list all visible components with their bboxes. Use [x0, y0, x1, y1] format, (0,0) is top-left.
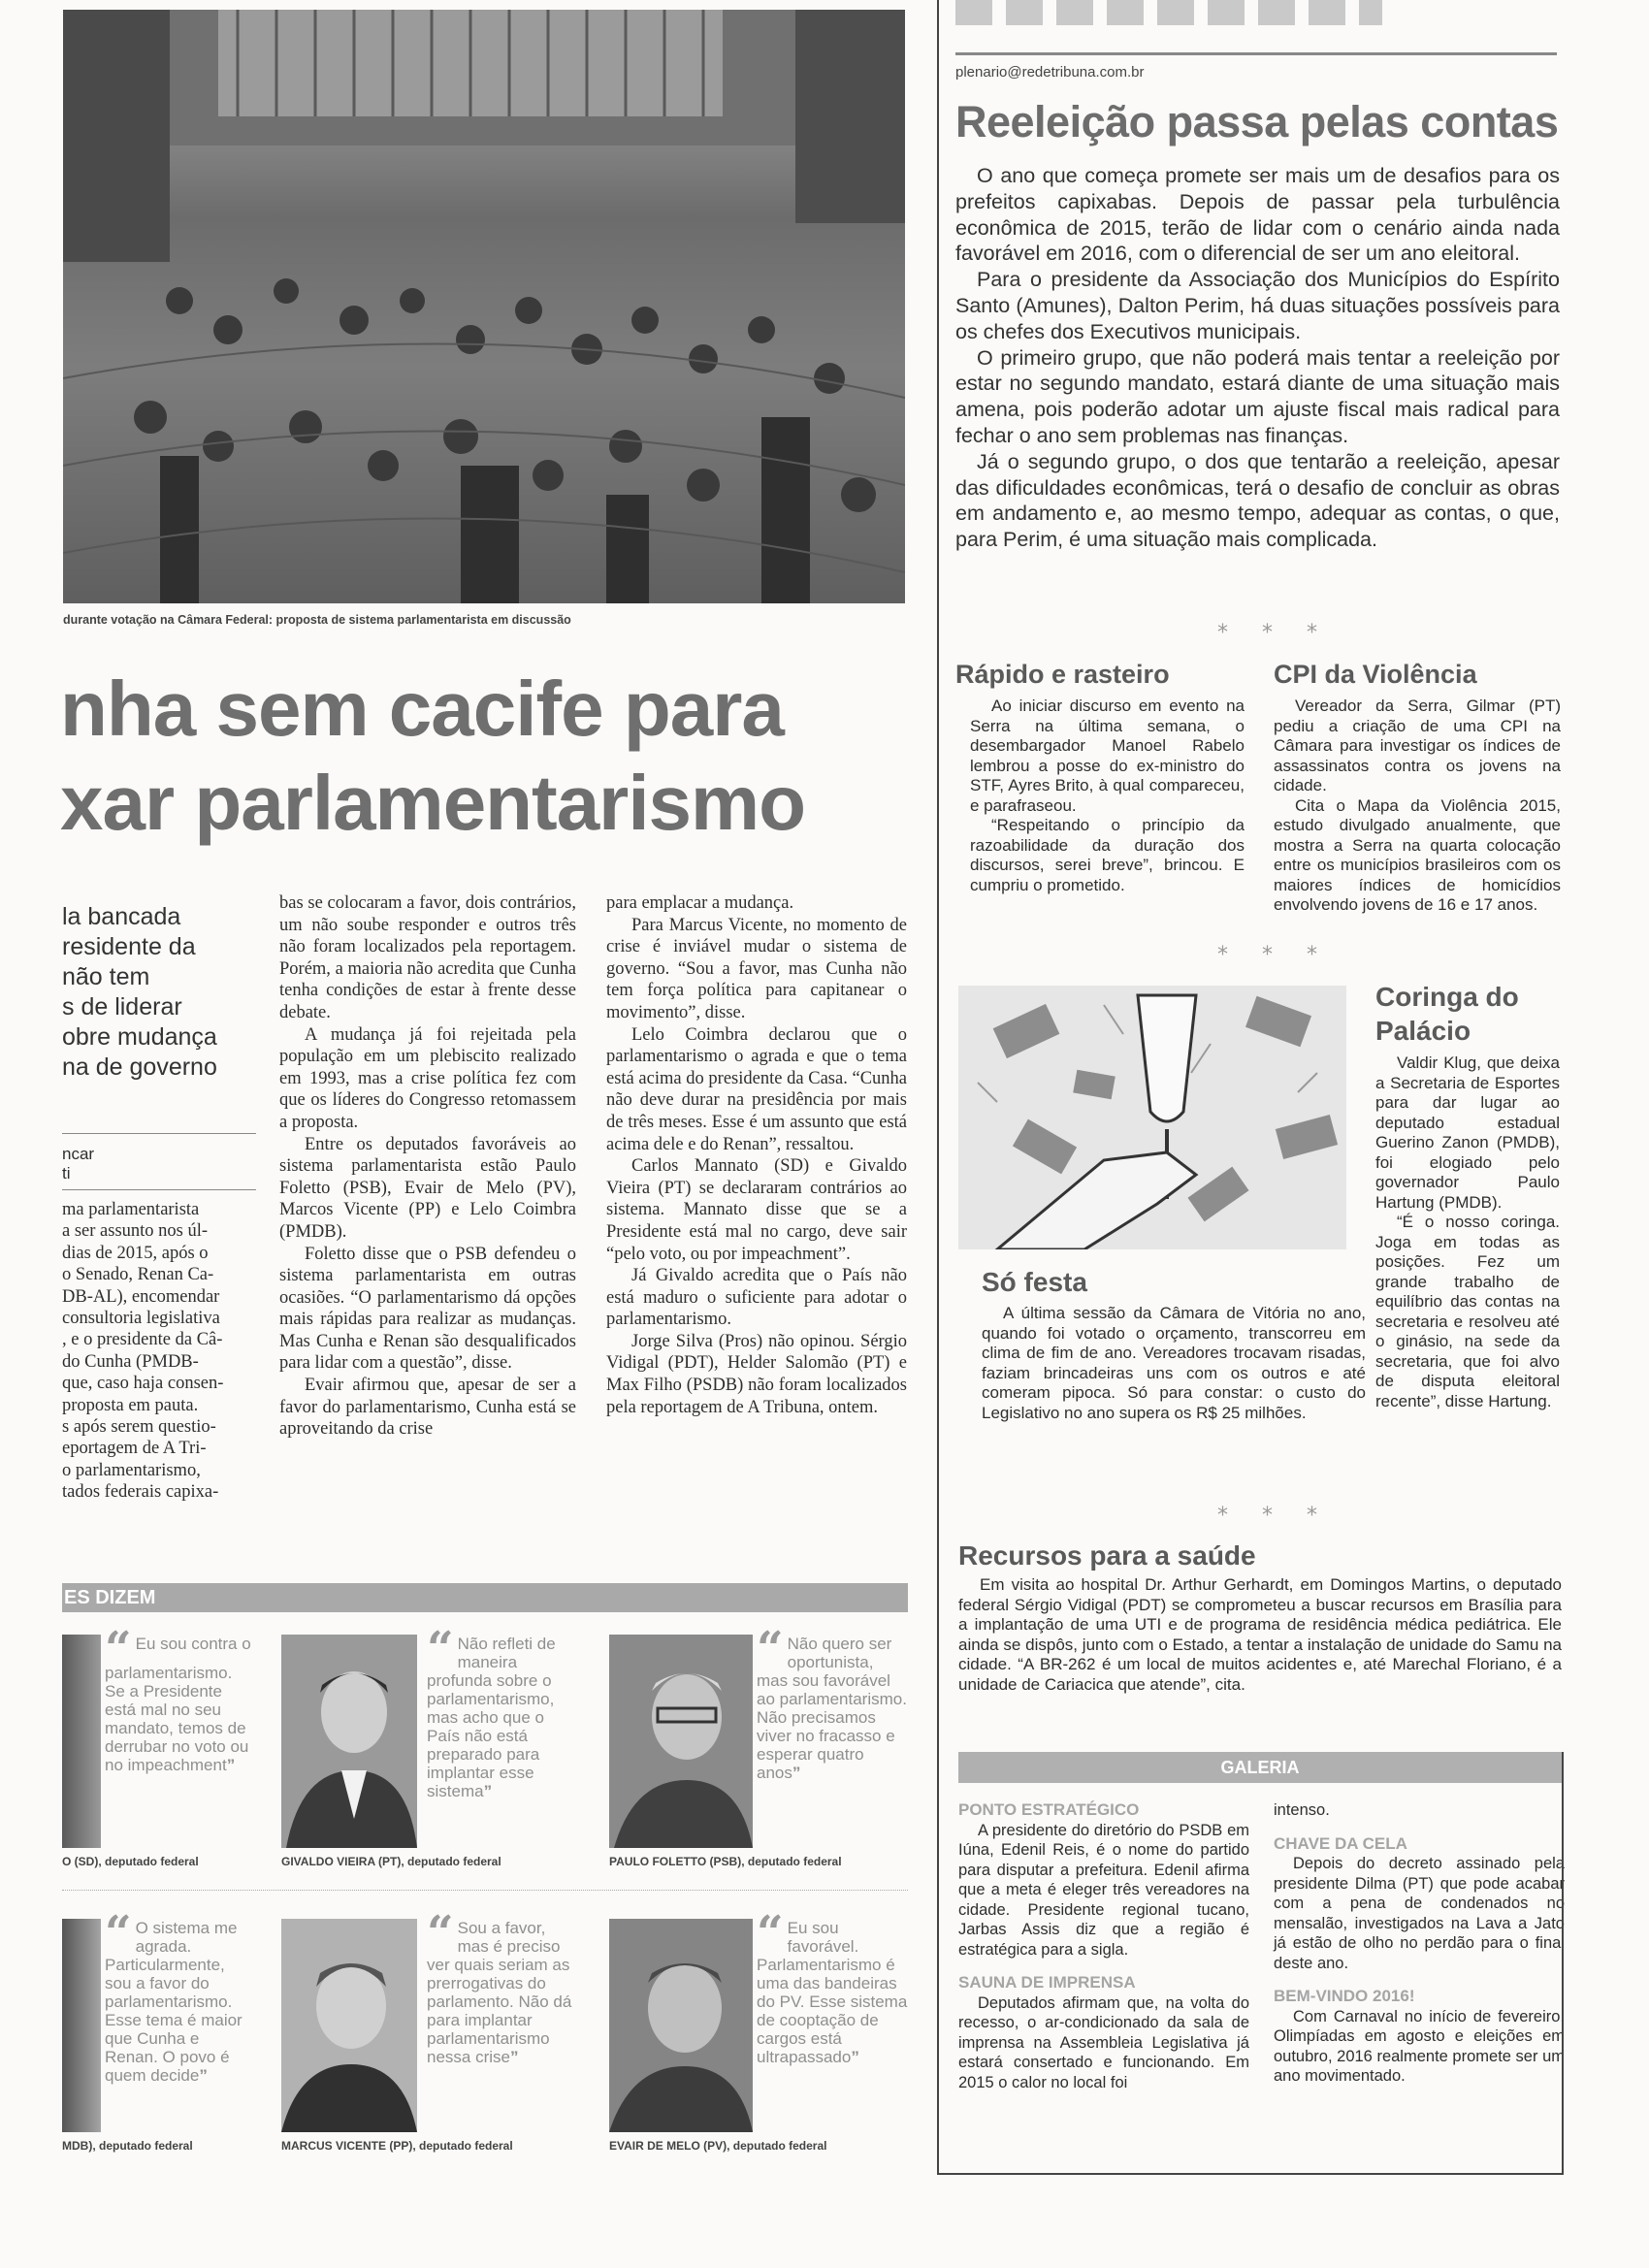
note-festa — [982, 1304, 1366, 1423]
quote-text — [105, 1906, 252, 2085]
quote-caption: MDB), deputado federal — [62, 2139, 193, 2153]
quote-close-icon: ” — [483, 1782, 493, 1800]
paragraph: A última sessão da Câmara de Vitória no ano, quando foi votado o orçamento, transcorreu em clima de fim de ano. Vereadores trocavam risadas, faziam brincadeiras uns com os outros e até comeram pipoca. Só para constar: o custo do Legislativo no ano supera os R$ 25 milhões. — [982, 1304, 1366, 1422]
paragraph: Foletto disse que o PSB defendeu o sistema parlamentarista em outras ocasiões. “O parlamentarismo dá opções mais rápidas para realizar as mudanças. Mas Cunha e Renan são desqualificados para lidar com a questão”, disse. — [279, 1244, 576, 1374]
paragraph: Cita o Mapa da Violência 2015, estudo divulgado anualmente, que mostra a Serra na quarta colocação entre os municípios brasileiros com os maiores índices de homicídios envolvendo jovens de 16 e 17 anos. — [1274, 795, 1561, 914]
note-title-line: Coringa do — [1375, 982, 1519, 1012]
quote-body: Eu sou contra o parlamentarismo. Se a Presidente está mal no seu mandato, temos de derrubar no voto ou no impeachment — [105, 1635, 251, 1774]
paragraph: Valdir Klug, que deixa a Secretaria de Esportes para dar lugar ao deputado estadual Guerino Zanon (PMDB), foi elogiado pelo governador Paulo Hartung (PMDB). — [1375, 1053, 1560, 1212]
article-col-1 — [62, 1199, 256, 1504]
col1-line: do Cunha (PMDB- — [62, 1351, 199, 1372]
col1-line: eportagem de A Tri- — [62, 1439, 207, 1459]
col1-line: tados federais capixa- — [62, 1482, 219, 1503]
note-title-line: Palácio — [1375, 1016, 1471, 1046]
galeria-item-title: BEM-VINDO 2016! — [1274, 1987, 1415, 2005]
quote-caption: GIVALDO VIEIRA (PT), deputado federal — [281, 1855, 501, 1868]
col1-line: que, caso haja consen- — [62, 1374, 224, 1394]
galeria-item-title: PONTO ESTRATÉGICO — [958, 1800, 1140, 1819]
portrait-photo — [62, 1635, 101, 1848]
divider — [62, 1189, 256, 1190]
note-title: Recursos para a saúde — [958, 1540, 1256, 1571]
galeria-item-text: Depois do decreto assinado pela presidente Dilma (PT) que pode acabar com a pena de condenados no mensalão, investigados na Lava a Jato já estão de olho no perdão para o final deste ano. — [1274, 1855, 1565, 1972]
quote-close-icon: ” — [509, 2048, 519, 2066]
bottom-rule — [937, 2173, 1564, 2175]
galeria-item-text: Com Carnaval no início de fevereiro, Olimpíadas em agosto e eleições em outubro, 2016 realmente promete ser um ano movimentado. — [1274, 2007, 1565, 2085]
portrait-photo — [609, 1919, 753, 2132]
portrait-photo — [609, 1635, 753, 1848]
col1-line: , e o presidente da Câ- — [62, 1330, 223, 1350]
quote-mark-icon: “ — [757, 1906, 784, 1960]
masthead-rule — [955, 52, 1557, 55]
note-title — [1375, 980, 1519, 1048]
paragraph: Carlos Mannato (SD) e Givaldo Vieira (PT) se declararam contrários ao sistema. Mannato disse que se a Presidente está mal no cargo, deve sair “pelo voto, ou por impeachment”. — [606, 1156, 907, 1264]
col1-line: ma parlamentarista — [62, 1200, 200, 1219]
galeria-bar — [958, 1752, 1562, 1783]
section-masthead-fragment — [955, 0, 1557, 39]
separator-stars: * * * — [1217, 621, 1331, 645]
paragraph: Já o segundo grupo, o dos que tentarão a reeleição, apesar das dificuldades econômicas, terá o desafio de concluir as obras em andamento e, ao mesmo tempo, adequar as contas, o que, para Perim, é uma situação mais complicada. — [955, 449, 1560, 552]
quote-body: O sistema me agrada. Particularmente, sou a favor do parlamentarismo. Esse tema é maior que Cunha e Renan. O povo é quem decide — [105, 1919, 242, 2085]
quote-caption: O (SD), deputado federal — [62, 1855, 199, 1868]
galeria-item-title: CHAVE DA CELA — [1274, 1833, 1407, 1853]
paragraph: O ano que começa promete ser mais um de desafios para os prefeitos capixabas. Depois de passar pela turbulência econômica de 2015, terão de lidar com o cenário ainda nada favorável em 2016, com o diferencial de ser um ano eleitoral. — [955, 164, 1560, 266]
galeria-col-1 — [958, 1800, 1249, 2092]
portrait-photo — [281, 1919, 417, 2132]
paragraph: para emplacar a mudança. — [606, 893, 794, 913]
col1-line: s após serem questio- — [62, 1417, 216, 1438]
subhead-line: la bancada — [62, 903, 181, 930]
paragraph: A mudança já foi rejeitada pela população em um plebiscito realizado em 1993, mas a crise política fez com que os líderes do Congresso retomassem a proposta. — [279, 1024, 576, 1132]
quote-mark-icon: “ — [757, 1622, 784, 1676]
paragraph: Para Marcus Vicente, no momento de crise é inviável mudar o sistema de governo. “Sou a favor, mas Cunha não tem força política para capitanear o movimento”, disse. — [606, 915, 907, 1022]
quote-mark-icon: “ — [427, 1622, 454, 1676]
paragraph: Já Givaldo acredita que o País não está maduro o suficiente para adotar o parlamentarismo. — [606, 1266, 907, 1330]
quote-text — [757, 1622, 908, 1782]
col1-line: o Senado, Renan Ca- — [62, 1265, 214, 1285]
byline — [62, 1145, 94, 1183]
paragraph: Jorge Silva (Pros) não opinou. Sérgio Vidigal (PDT), Helder Salomão (PT) e Max Filho (PSDB) não foram localizados pela reportagem de A Tribuna, ontem. — [606, 1331, 907, 1417]
paragraph: Ao iniciar discurso em evento na Serra na última semana, o desembargador Manoel Rabelo lembrou a posse do ex-ministro do STF, Ayres Brito, à qual compareceu, e parafraseou. — [970, 697, 1245, 815]
article-col-2 — [279, 892, 576, 1441]
col1-line: DB-AL), encomendar — [62, 1286, 220, 1307]
galeria-label: GALERIA — [1220, 1758, 1300, 1777]
divider — [62, 1890, 908, 1891]
divider — [62, 1133, 256, 1134]
portrait-photo — [281, 1635, 417, 1848]
quote-body: Não quero ser oportunista, mas sou favorável ao parlamentarismo. Não precisamos viver no fracasso e esperar quatro anos — [757, 1635, 907, 1782]
paragraph: Em visita ao hospital Dr. Arthur Gerhardt, em Domingos Martins, o deputado federal Sérgio Vidigal (PDT) se comprometeu a buscar recursos em Brasília para a implantação de uma UTI e de programa de residência médica pediátrica. Ele ainda se dispôs, junto com o Estado, a tentar a instalação de unidade do Samu na cidade. “A BR-262 é um local de muitos acidentes e, até Marechal Floriano, é a unidade de Cariacica que atende”, cita. — [958, 1575, 1562, 1694]
quote-caption: PAULO FOLETTO (PSB), deputado federal — [609, 1855, 842, 1868]
headline-line-2: xar parlamentarismo — [60, 760, 806, 846]
galeria-item-text: A presidente do diretório do PSDB em Iúna, Edenil Reis, é o nome do partido para disputar a prefeitura. Edenil afirma que a meta é eleger três vereadores na cidade. Presidente regional tucano, Jarbas Assis diz que a região é estratégica para a sigla. — [958, 1821, 1249, 1959]
byline-line: ti — [62, 1164, 71, 1183]
quotes-section-bar — [62, 1583, 908, 1612]
note-title: Rápido e rasteiro — [955, 660, 1170, 689]
byline-line: ncar — [62, 1145, 95, 1163]
quote-close-icon: ” — [851, 2048, 859, 2066]
note-title: CPI da Violência — [1274, 660, 1477, 689]
paragraph: “É o nosso coringa. Joga em todas as posições. Fez um grande trabalho de equilíbrio das contas na secretaria e resolveu até o ginásio, na sede da secretaria, que foi alvo de disputa eleitoral recente”, disse Hartung. — [1375, 1213, 1560, 1410]
separator-stars: * * * — [1217, 943, 1331, 967]
paragraph: Lelo Coimbra declarou que o parlamentarismo o agrada e que o tema está acima do presidente da Casa. “Cunha não deve durar na presidência por mais de três meses. Esse é um assunto que está acima dele e do Renan”, ressaltou. — [606, 1024, 907, 1154]
quote-caption: MARCUS VICENTE (PP), deputado federal — [281, 2139, 513, 2153]
col1-line: a ser assunto nos úl- — [62, 1221, 209, 1242]
paragraph: Evair afirmou que, apesar de ser a favor do parlamentarismo, Cunha está se aproveitando da crise — [279, 1376, 576, 1440]
subhead-line: obre mudança — [62, 1023, 217, 1051]
quote-text — [427, 1622, 580, 1800]
note-recursos — [958, 1575, 1562, 1695]
subhead-line: residente da — [62, 933, 196, 960]
note-cpi — [1274, 697, 1561, 916]
quotes-section-label: ES DIZEM — [64, 1587, 156, 1608]
col1-line: consultoria legislativa — [62, 1309, 220, 1329]
note-coringa — [1375, 1053, 1560, 1411]
headline-line-1: nha sem cacife para — [60, 665, 784, 752]
quote-body: Não refleti de maneira profunda sobre o parlamentarismo, mas acho que o País não está preparado para implantar esse sistema — [427, 1635, 556, 1800]
subhead — [62, 902, 217, 1083]
paragraph: Vereador da Serra, Gilmar (PT) pediu a criação de uma CPI na Câmara para investigar os índices de assassinatos contra os jovens na cidade. — [1274, 697, 1561, 794]
right-rule — [1562, 1752, 1564, 2175]
quote-close-icon: ” — [226, 1756, 236, 1774]
col1-line: dias de 2015, após o — [62, 1243, 209, 1263]
paragraph: bas se colocaram a favor, dois contrários, um não soube responder e outros três não foram localizados pela reportagem. Porém, a maioria não acredita que Cunha tenha condições de estar à frente desse debate. — [279, 893, 576, 1022]
col1-line: proposta em pauta. — [62, 1395, 199, 1415]
paragraph: Para o presidente da Associação dos Municípios do Espírito Santo (Amunes), Dalton Perim, há duas situações possíveis para os chefes dos Executivos municipais. — [955, 268, 1560, 343]
page-divider — [937, 0, 939, 2173]
subhead-line: não tem — [62, 963, 150, 990]
quote-mark-icon: “ — [105, 1906, 132, 1960]
section-email: plenario@redetribuna.com.br — [955, 64, 1145, 81]
quote-text — [757, 1906, 908, 2066]
quote-text — [105, 1622, 252, 1774]
galeria-item-text: Deputados afirmam que, na volta do recesso, o ar-condicionado da sala de imprensa na Assembleia Legislativa já estará consertado e funcionando. Em 2015 o calor no local foi — [958, 1993, 1249, 2091]
chamber-photo — [63, 10, 905, 603]
paragraph: Entre os deputados favoráveis ao sistema parlamentarista estão Paulo Foletto (PSB), Evair de Melo (PV), Marcos Vicente (PP) e Lelo Coimbra (PMDB). — [279, 1134, 576, 1242]
quote-mark-icon: “ — [427, 1906, 454, 1960]
galeria-item-text: intenso. — [1274, 1801, 1330, 1819]
quote-text — [427, 1906, 580, 2066]
separator-stars: * * * — [1217, 1504, 1331, 1528]
quote-body: Sou a favor, mas é preciso ver quais seriam as prerrogativas do parlamento. Não dá para implantar parlamentarismo nessa crise — [427, 1919, 572, 2066]
quote-body: Eu sou favorável. Parlamentarismo é uma das bandeiras do PV. Esse sistema de cooptação de cargos está ultrapassado — [757, 1919, 908, 2066]
portrait-photo — [62, 1919, 101, 2132]
note-rapido — [970, 697, 1245, 895]
column-headline: Reeleição passa pelas contas — [955, 97, 1559, 146]
quote-close-icon: ” — [199, 2066, 208, 2085]
col1-line: o parlamentarismo, — [62, 1460, 201, 1480]
paragraph: O primeiro grupo, que não poderá mais tentar a reeleição por estar no segundo mandato, estará diante de uma situação mais amena, pois poderão adotar um ajuste fiscal mais radical para fechar o ano sem problemas nas finanças. — [955, 345, 1560, 447]
quote-close-icon: ” — [792, 1764, 801, 1782]
champagne-glass-illustration — [958, 986, 1346, 1249]
subhead-line: s de liderar — [62, 993, 182, 1021]
galeria-col-2 — [1274, 1800, 1565, 2087]
note-title: Só festa — [982, 1267, 1087, 1297]
galeria-item-title: SAUNA DE IMPRENSA — [958, 1973, 1136, 1992]
lead-story — [955, 163, 1560, 553]
subhead-line: na de governo — [62, 1053, 217, 1081]
paragraph: “Respeitando o princípio da razoabilidade da duração dos discursos, serei breve”, brincou. E cumpriu o prometido. — [970, 816, 1245, 894]
quote-mark-icon: “ — [105, 1622, 132, 1676]
quote-caption: EVAIR DE MELO (PV), deputado federal — [609, 2139, 827, 2153]
article-col-3 — [606, 892, 907, 1418]
photo-caption: durante votação na Câmara Federal: proposta de sistema parlamentarista em discussão — [63, 613, 571, 627]
